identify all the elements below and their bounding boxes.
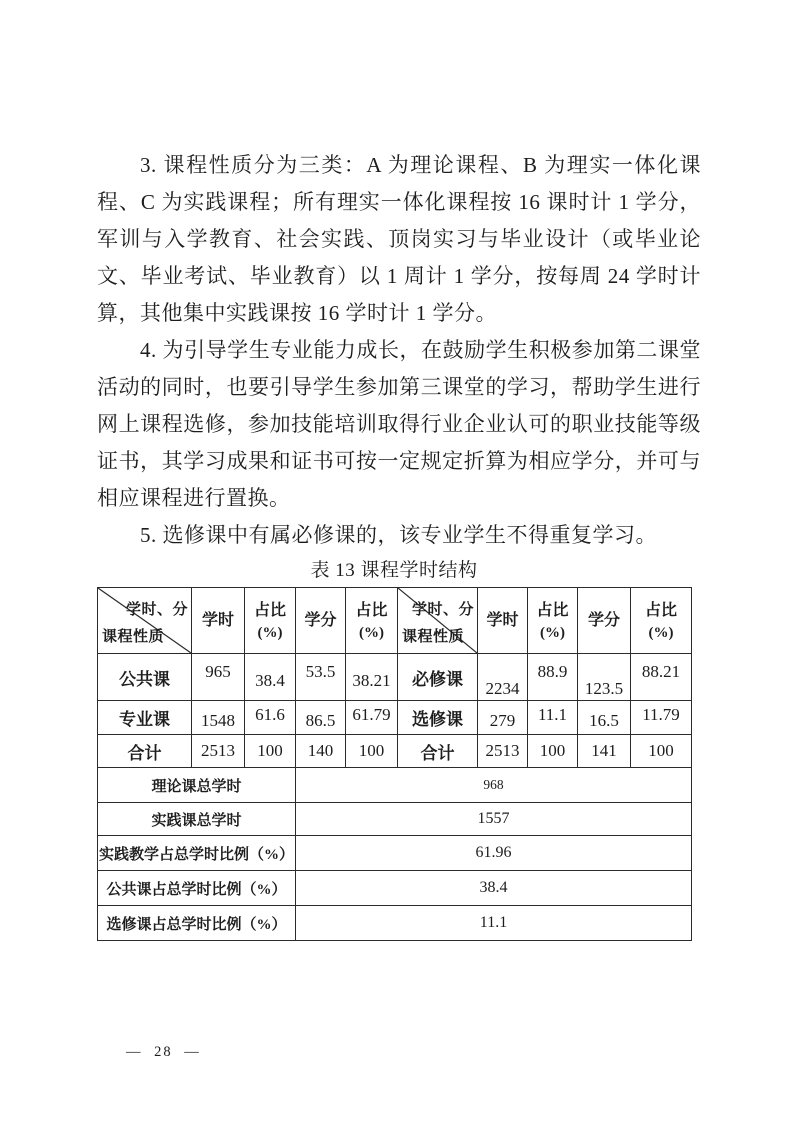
header-ratio (245, 588, 296, 654)
header-credits: 学分 (296, 588, 346, 654)
value-cell: 100 (528, 735, 578, 768)
table-section (97, 554, 701, 941)
value: 88.21 (641, 662, 681, 681)
header-credits: 学分 (578, 588, 631, 654)
value-cell (578, 701, 631, 735)
value-cell (528, 701, 578, 735)
value-cell (528, 654, 578, 701)
diagonal-label-top: 学时、分 (411, 602, 474, 618)
header-ratio-unit: (%) (257, 624, 283, 641)
value: 279 (489, 710, 516, 730)
diagonal-label-top: 学时、分 (125, 602, 188, 618)
value-cell (296, 654, 346, 701)
summary-label: 选修课占总学时比例（%） (98, 906, 296, 941)
value-cell (192, 654, 245, 701)
row-label: 合计 (398, 735, 478, 768)
summary-row-elective-ratio (98, 906, 692, 941)
value-cell: 100 (346, 735, 398, 768)
value: 11.1 (537, 704, 568, 724)
value: 88.9 (537, 662, 568, 681)
paragraph-5: 5. 选修课中有属必修课的，该专业学生不得重复学习。 (140, 523, 657, 547)
row-label: 必修课 (398, 654, 478, 701)
value: 1548 (201, 710, 235, 730)
summary-value: 968 (296, 768, 692, 803)
summary-value: 11.1 (296, 906, 692, 941)
row-label: 公共课 (98, 654, 192, 701)
summary-row-theory-hours (98, 768, 692, 803)
value: 38.21 (352, 671, 391, 690)
summary-value: 61.96 (296, 836, 692, 871)
header-ratio-label: 占比 (644, 601, 677, 619)
header-ratio-label: 占比 (355, 601, 388, 619)
course-hours-table (97, 587, 692, 941)
header-hours: 学时 (192, 588, 245, 654)
summary-label: 实践教学占总学时比例（%） (98, 836, 296, 871)
paragraph-3: 3. 课程性质分为三类：A 为理论课程、B 为理实一体化课程、C 为实践课程；所有理实一体化课程按 16 课时计 1 学分，军训与入学教育、社会实践、顶岗实习与毕业设计（或毕业论文、毕业考试、毕业教育）以 1 周计 1 学分，按每周 24 学时计算，其他集中实践课按 16 学时计 1 学分。 (97, 153, 701, 325)
header-ratio-unit: (%) (540, 624, 565, 641)
value-cell (578, 654, 631, 701)
table-row-major-elective (98, 701, 692, 735)
value-cell (296, 701, 346, 735)
value: 2234 (485, 679, 520, 698)
header-ratio-unit: (%) (648, 624, 674, 641)
summary-label: 实践课总学时 (98, 803, 296, 836)
diagonal-label-bottom: 课程性质 (402, 629, 465, 645)
table-row-total (98, 735, 692, 768)
row-label: 专业课 (98, 701, 192, 735)
value-cell (245, 701, 296, 735)
summary-label: 公共课占总学时比例（%） (98, 871, 296, 906)
paragraph-4: 4. 为引导学生专业能力成长，在鼓励学生积极参加第二课堂活动的同时，也要引导学生参加第三课堂的学习，帮助学生进行网上课程选修，参加技能培训取得行业企业认可的职业技能等级证书，其学习成果和证书可按一定规定折算为相应学分，并可与相应课程进行置换。 (97, 338, 701, 510)
value-cell (346, 701, 398, 735)
value-cell: 2513 (478, 735, 528, 768)
row-label: 合计 (98, 735, 192, 768)
value-cell (192, 701, 245, 735)
summary-value: 38.4 (296, 871, 692, 906)
value: 38.4 (255, 671, 285, 690)
value: 11.79 (642, 704, 680, 724)
header-ratio-label: 占比 (253, 601, 286, 619)
value-cell: 100 (245, 735, 296, 768)
value-cell (245, 654, 296, 701)
diagonal-header-cell-right (398, 588, 478, 654)
value-cell (478, 654, 528, 701)
header-ratio (631, 588, 692, 654)
value-cell: 100 (631, 735, 692, 768)
value-cell: 2513 (192, 735, 245, 768)
table-row-public-required (98, 654, 692, 701)
table-header-row (98, 588, 692, 654)
value: 86.5 (305, 710, 336, 730)
value-cell: 141 (578, 735, 631, 768)
value-cell (631, 654, 692, 701)
diagonal-label-bottom: 课程性质 (102, 629, 165, 645)
header-ratio-label: 占比 (536, 601, 569, 619)
value-cell (631, 701, 692, 735)
summary-row-public-ratio (98, 871, 692, 906)
header-ratio (528, 588, 578, 654)
value: 61.6 (255, 704, 285, 724)
diagonal-header-cell-left (98, 588, 192, 654)
header-ratio (346, 588, 398, 654)
value-cell: 140 (296, 735, 346, 768)
value-cell (478, 701, 528, 735)
value: 16.5 (589, 710, 619, 730)
page-content (97, 147, 701, 933)
value: 123.5 (584, 679, 624, 698)
header-hours: 学时 (478, 588, 528, 654)
value-cell (346, 654, 398, 701)
value: 53.5 (305, 662, 336, 681)
summary-row-practice-hours (98, 803, 692, 836)
summary-value: 1557 (296, 803, 692, 836)
row-label: 选修课 (398, 701, 478, 735)
table-title: 表 13 课程学时结构 (310, 560, 478, 581)
summary-label: 理论课总学时 (98, 768, 296, 803)
value: 965 (205, 662, 231, 681)
summary-row-practice-ratio (98, 836, 692, 871)
header-ratio-unit: (%) (359, 624, 384, 641)
value: 61.79 (352, 704, 391, 724)
page-number: — 28 — (126, 1044, 201, 1060)
